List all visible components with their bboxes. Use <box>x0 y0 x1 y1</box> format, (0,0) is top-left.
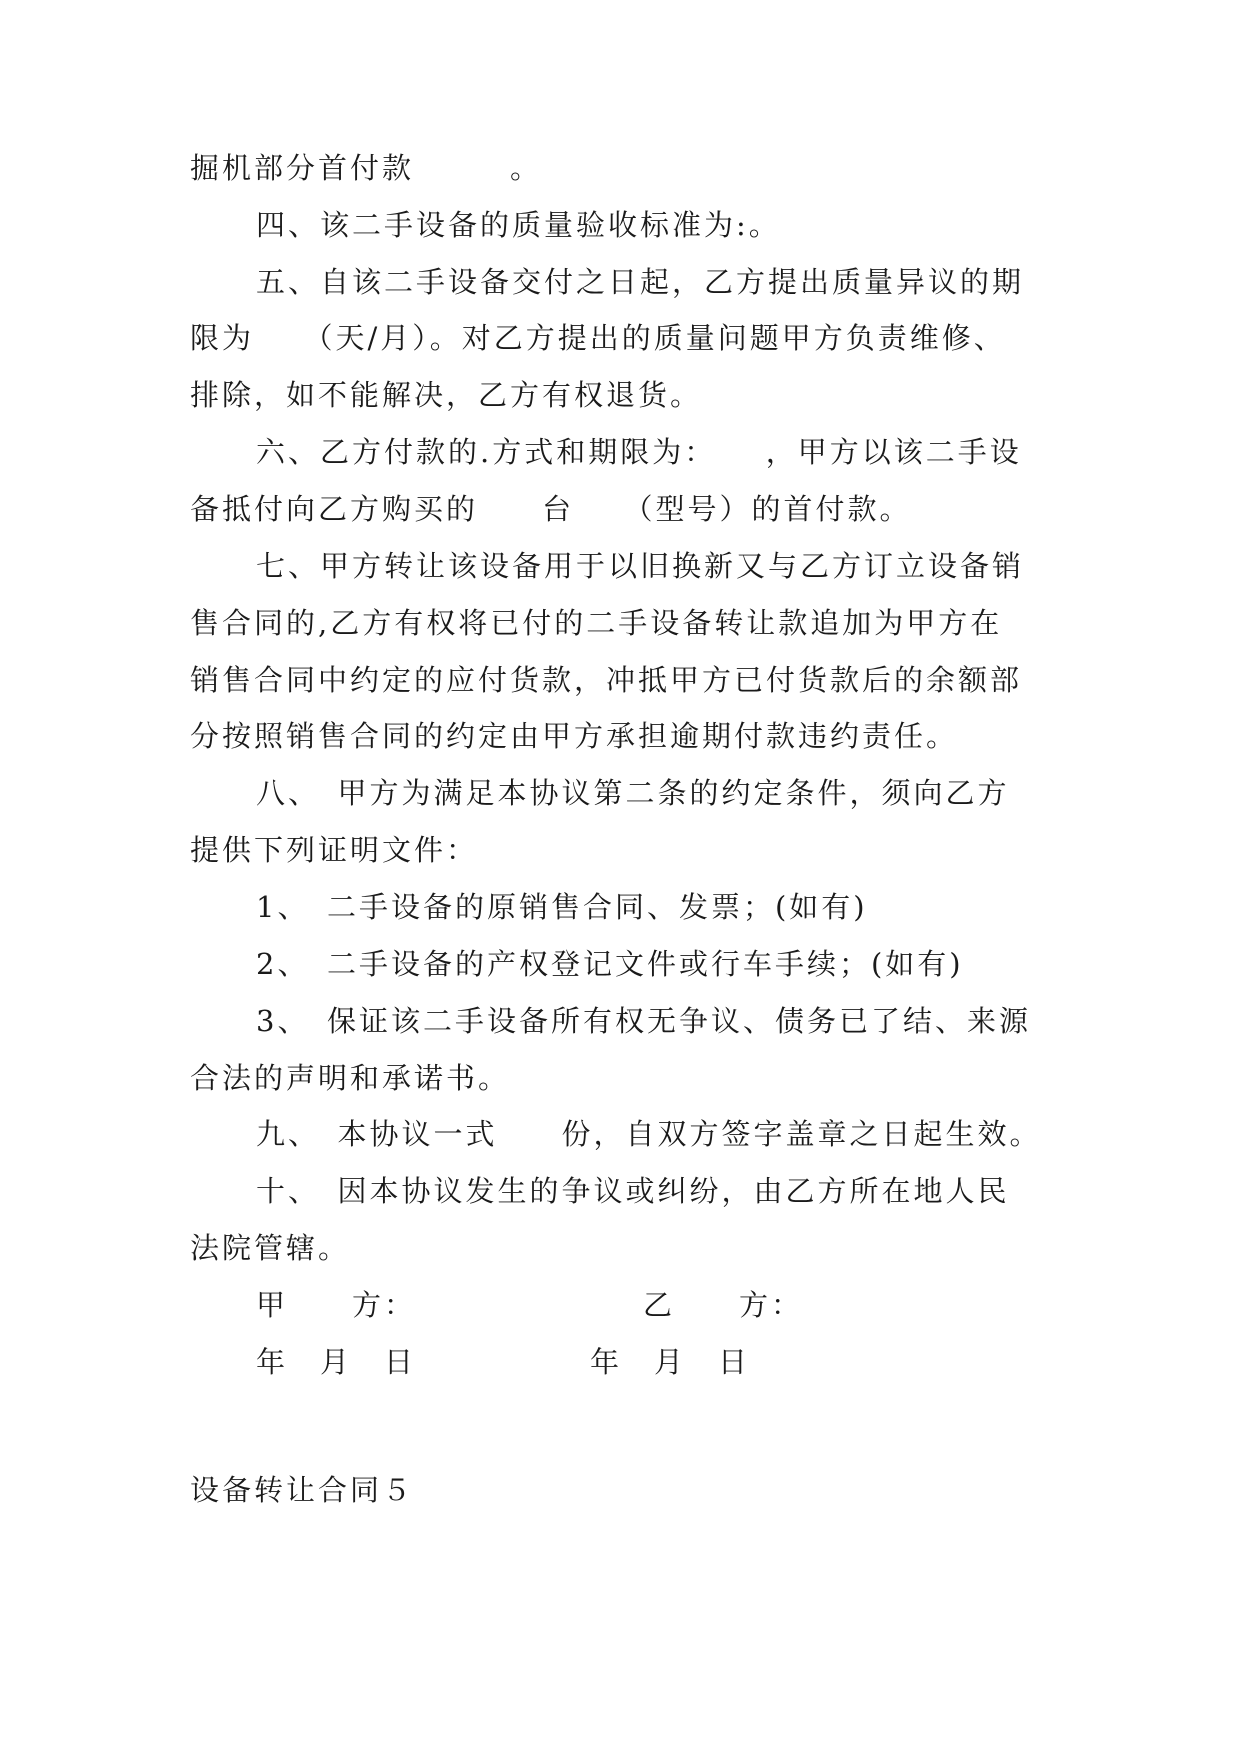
clause-6: 六、乙方付款的.方式和期限为： ，甲方以该二手设 <box>256 435 1022 469</box>
party-b-label: 乙 方： <box>643 1288 804 1322</box>
paragraph-line: 合法的声明和承诺书。 <box>190 1061 511 1095</box>
paragraph-line: 售合同的,乙方有权将已付的二手设备转让款追加为甲方在 <box>190 606 1003 640</box>
clause-9: 九、 本协议一式 份，自双方签字盖章之日起生效。 <box>256 1117 1042 1151</box>
list-item-3: 3、 保证该二手设备所有权无争议、债务已了结、来源 <box>256 1004 1031 1038</box>
clause-5: 五、自该二手设备交付之日起，乙方提出质量异议的期 <box>256 265 1025 299</box>
paragraph-line: 限为 （天/月）。对乙方提出的质量问题甲方负责维修、 <box>190 321 1006 355</box>
party-b-date: 年 月 日 <box>590 1345 751 1379</box>
paragraph-line: 提供下列证明文件： <box>190 833 479 867</box>
section-title: 设备转让合同５ <box>190 1473 415 1507</box>
paragraph-line: 掘机部分首付款 。 <box>190 151 543 185</box>
paragraph-line: 分按照销售合同的约定由甲方承担逾期付款违约责任。 <box>190 719 959 753</box>
clause-4: 四、该二手设备的质量验收标准为:。 <box>256 208 781 242</box>
list-item-2: 2、 二手设备的产权登记文件或行车手续；(如有) <box>256 947 964 981</box>
clause-7: 七、甲方转让该设备用于以旧换新又与乙方订立设备销 <box>256 549 1025 583</box>
clause-8: 八、 甲方为满足本协议第二条的约定条件，须向乙方 <box>256 776 1010 810</box>
paragraph-line: 备抵付向乙方购买的 台 （型号）的首付款。 <box>190 492 912 526</box>
clause-10: 十、 因本协议发生的争议或纠纷，由乙方所在地人民 <box>256 1174 1010 1208</box>
paragraph-line: 销售合同中约定的应付货款，冲抵甲方已付货款后的余额部 <box>190 663 1023 697</box>
paragraph-line: 排除，如不能解决，乙方有权退货。 <box>190 378 703 412</box>
party-a-date: 年 月 日 <box>256 1345 417 1379</box>
list-item-1: 1、 二手设备的原销售合同、发票；(如有) <box>256 890 868 924</box>
party-a-label: 甲 方： <box>256 1288 417 1322</box>
paragraph-line: 法院管辖。 <box>190 1231 351 1265</box>
